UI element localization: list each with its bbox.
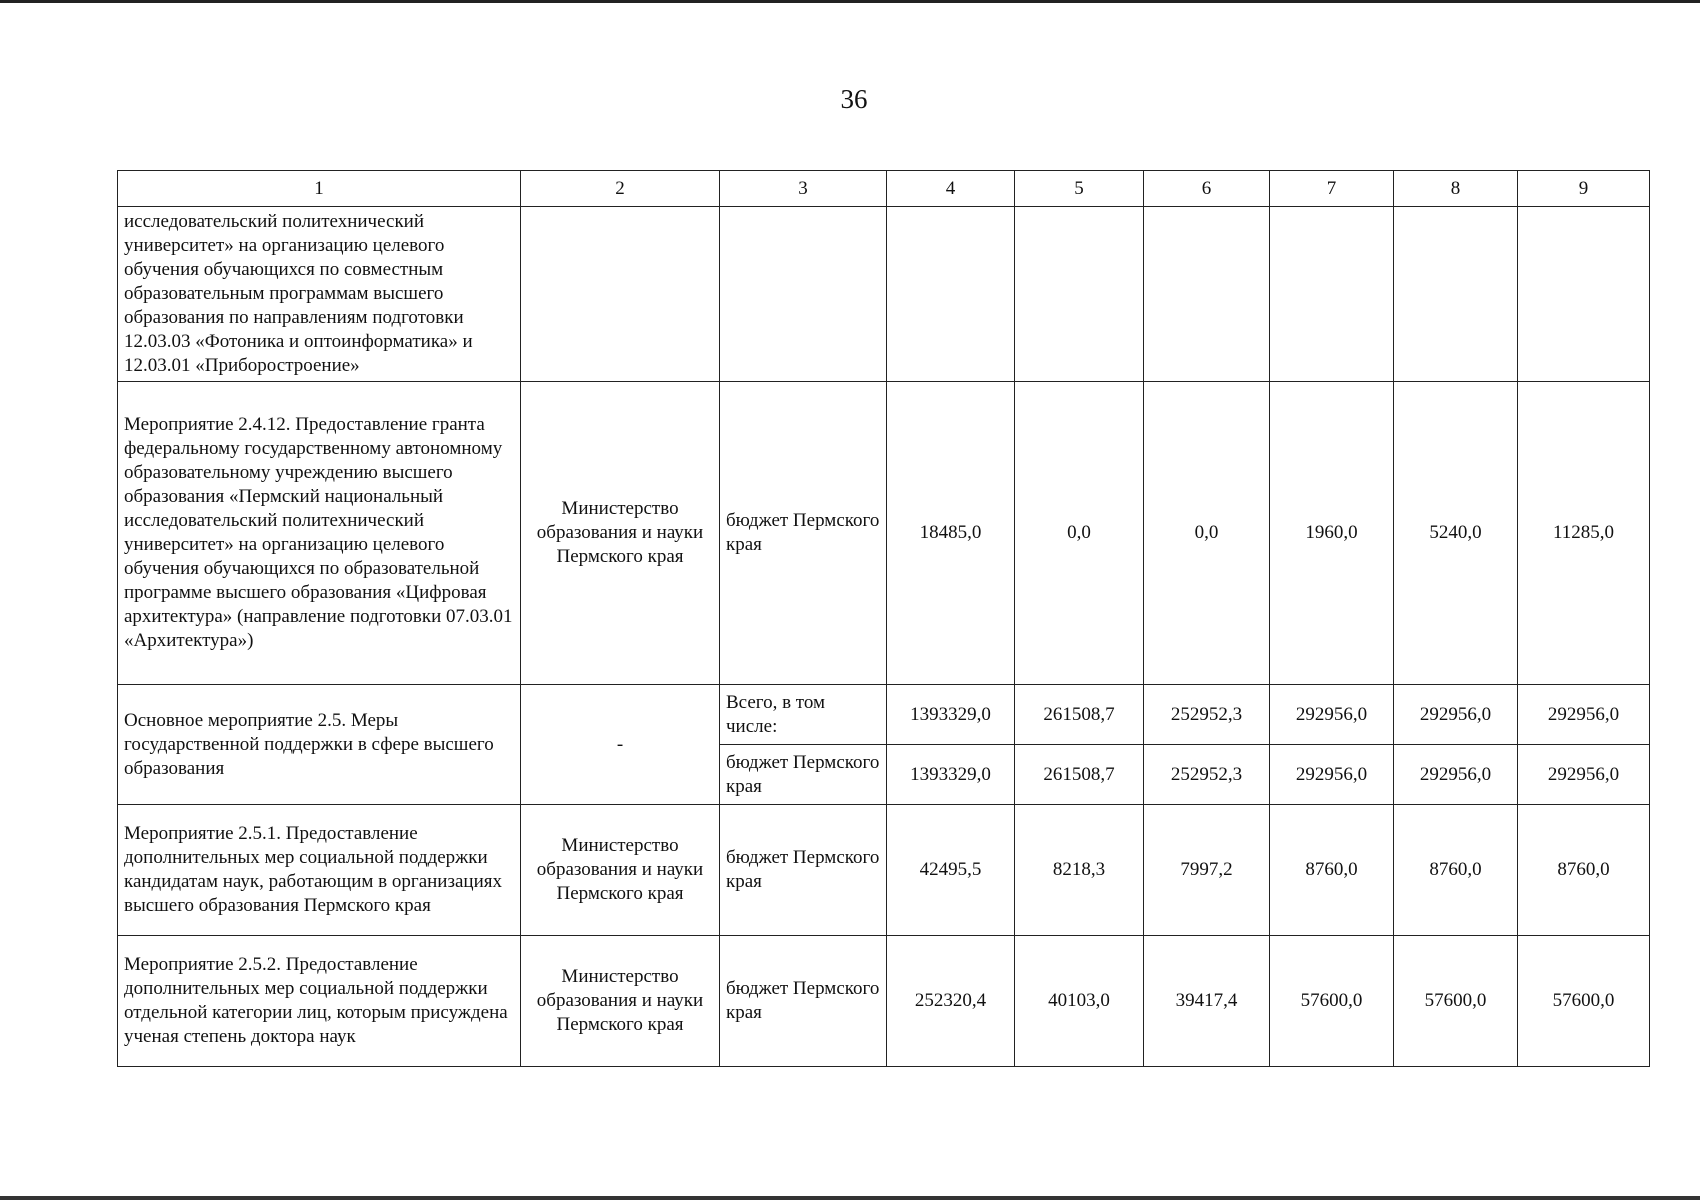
column-number: 7 <box>1270 171 1394 207</box>
table-header-row <box>118 171 1650 207</box>
executor-cell: Министерство образования и науки Пермского края <box>521 936 720 1067</box>
column-number: 3 <box>720 171 887 207</box>
column-number: 1 <box>118 171 521 207</box>
scan-bottom-edge <box>0 1196 1700 1200</box>
value-cell: 42495,5 <box>887 805 1015 936</box>
executor-cell: - <box>521 685 720 805</box>
value-cell: 261508,7 <box>1015 685 1144 745</box>
value-cell: 57600,0 <box>1518 936 1650 1067</box>
value-cell: 11285,0 <box>1518 382 1650 685</box>
value-cell: 40103,0 <box>1015 936 1144 1067</box>
value-cell <box>1394 207 1518 382</box>
value-cell: 57600,0 <box>1270 936 1394 1067</box>
value-cell <box>1518 207 1650 382</box>
column-number: 5 <box>1015 171 1144 207</box>
value-cell <box>1270 207 1394 382</box>
activity-description: Мероприятие 2.5.2. Предоставление дополнительных мер социальной поддержки отдельной категории лиц, которым присуждена ученая степень доктора наук <box>118 936 521 1067</box>
value-cell: 8760,0 <box>1518 805 1650 936</box>
value-cell: 261508,7 <box>1015 745 1144 805</box>
value-cell: 292956,0 <box>1394 685 1518 745</box>
page-number: 36 <box>840 84 868 114</box>
value-cell: 1393329,0 <box>887 745 1015 805</box>
funding-source-cell: бюджет Пермского края <box>720 805 887 936</box>
value-cell: 1393329,0 <box>887 685 1015 745</box>
value-cell: 292956,0 <box>1394 745 1518 805</box>
value-cell <box>1144 207 1270 382</box>
value-cell: 8218,3 <box>1015 805 1144 936</box>
funding-source-cell <box>720 207 887 382</box>
table-row <box>118 936 1650 1067</box>
column-number: 8 <box>1394 171 1518 207</box>
column-number: 6 <box>1144 171 1270 207</box>
table-row <box>118 207 1650 382</box>
executor-cell: Министерство образования и науки Пермского края <box>521 382 720 685</box>
value-cell: 57600,0 <box>1394 936 1518 1067</box>
executor-cell <box>521 207 720 382</box>
activity-description: Мероприятие 2.4.12. Предоставление гранта федеральному государственному автономному образовательному учреждению высшего образования «Пермский национальный исследовательский политехнический университет» на организацию целевого обучения обучающихся по образовательной программе высшего образования «Цифровая архитектура» (направление подготовки 07.03.01 «Архитектура») <box>118 382 521 685</box>
value-cell: 5240,0 <box>1394 382 1518 685</box>
table-row <box>118 382 1650 685</box>
value-cell: 7997,2 <box>1144 805 1270 936</box>
value-cell: 18485,0 <box>887 382 1015 685</box>
value-cell: 252320,4 <box>887 936 1015 1067</box>
value-cell: 252952,3 <box>1144 685 1270 745</box>
funding-source-cell: бюджет Пермского края <box>720 936 887 1067</box>
column-number: 4 <box>887 171 1015 207</box>
funding-source-cell: бюджет Пермского края <box>720 382 887 685</box>
value-cell: 8760,0 <box>1270 805 1394 936</box>
column-number: 9 <box>1518 171 1650 207</box>
scan-top-edge <box>0 0 1700 3</box>
value-cell: 1960,0 <box>1270 382 1394 685</box>
value-cell: 8760,0 <box>1394 805 1518 936</box>
column-number: 2 <box>521 171 720 207</box>
table-row <box>118 685 1650 745</box>
value-cell: 39417,4 <box>1144 936 1270 1067</box>
executor-cell: Министерство образования и науки Пермского края <box>521 805 720 936</box>
table-row <box>118 805 1650 936</box>
value-cell <box>887 207 1015 382</box>
program-funding-table <box>117 170 1650 1067</box>
activity-description: Мероприятие 2.5.1. Предоставление дополнительных мер социальной поддержки кандидатам наук, работающим в организациях высшего образования Пермского края <box>118 805 521 936</box>
value-cell <box>1015 207 1144 382</box>
activity-description: Основное мероприятие 2.5. Меры государственной поддержки в сфере высшего образования <box>118 685 521 805</box>
value-cell: 252952,3 <box>1144 745 1270 805</box>
funding-source-cell: Всего, в том числе: <box>720 685 887 745</box>
value-cell: 292956,0 <box>1518 685 1650 745</box>
value-cell: 292956,0 <box>1518 745 1650 805</box>
funding-source-cell: бюджет Пермского края <box>720 745 887 805</box>
value-cell: 0,0 <box>1015 382 1144 685</box>
value-cell: 292956,0 <box>1270 685 1394 745</box>
value-cell: 292956,0 <box>1270 745 1394 805</box>
value-cell: 0,0 <box>1144 382 1270 685</box>
activity-description: исследовательский политехнический университет» на организацию целевого обучения обучающихся по совместным образовательным программам высшего образования по направлениям подготовки 12.03.03 «Фотоника и оптоинформатика» и 12.03.01 «Приборостроение» <box>118 207 521 382</box>
